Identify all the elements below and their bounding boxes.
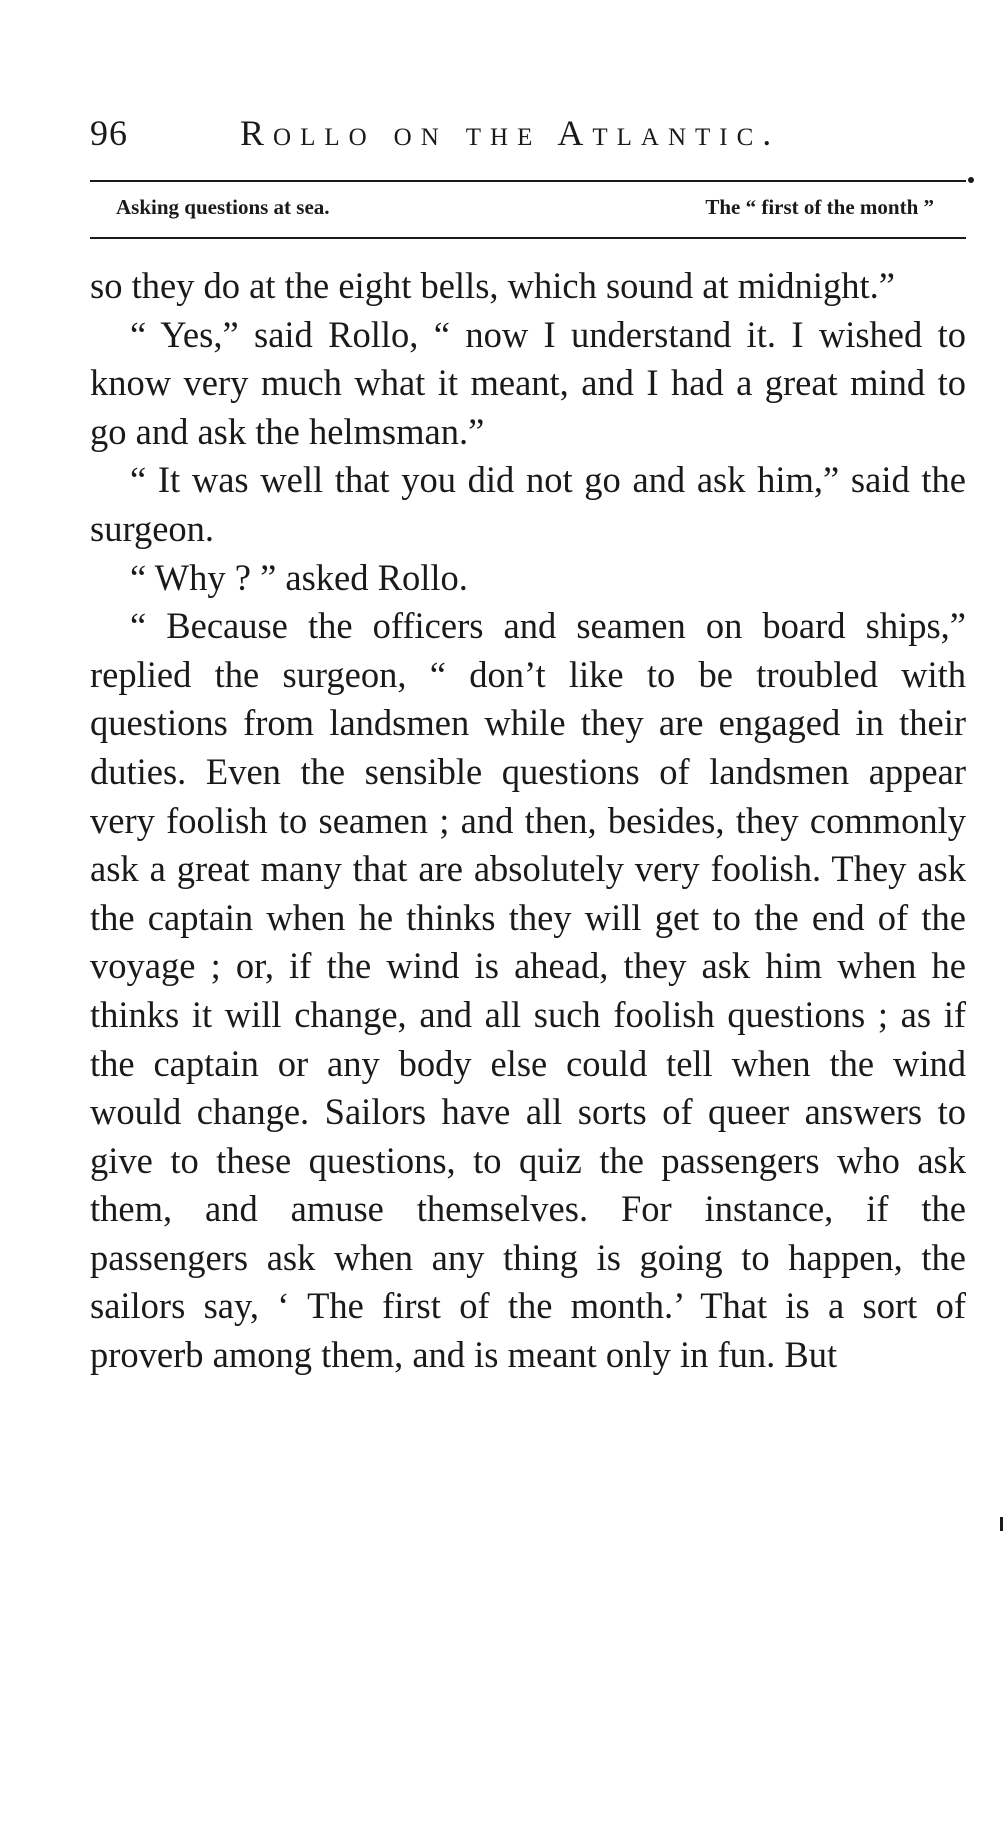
- top-rule: [90, 180, 966, 182]
- margin-mark: [1000, 1517, 1003, 1531]
- subhead-left: Asking questions at sea.: [116, 195, 330, 219]
- running-head: [90, 112, 970, 162]
- book-title: Rollo on the Atlantic.: [240, 113, 781, 153]
- paragraph: “ Why ? ” asked Rollo.: [130, 556, 468, 598]
- paragraph-continued: so they do at the eight bells, which sound at midnight.”: [90, 265, 895, 306]
- paragraph: “ Because the officers and seamen on board ships,” replied the surgeon, “ don’t like to be troubled with questions from landsmen while they are engaged in their duties. Even the sensible questions of landsmen appear very foolish to seamen ; and then, besides, they commonly ask a great many that are absolutely very foolish. They ask the captain when he thinks they will get to the end of the voyage ; or, if the wind is ahead, they ask him when he thinks it will change, and all such foolish questions ; as if the captain or any body else could tell when the wind would change. Sailors have all sorts of queer answers to give to these questions, to quiz the passengers who ask them, and amuse themselves. For instance, if the passengers ask when any thing is going to happen, the sailors say, ‘ The first of the month.’ That is a sort of proverb among them, and is meant only in fun. But: [90, 605, 966, 1376]
- body-text: [90, 262, 966, 1380]
- paragraph: “ Yes,” said Rollo, “ now I understand it. I wished to know very much what it meant, and I had a great mind to go and ask the helmsman.”: [90, 313, 966, 452]
- book-page: [90, 0, 970, 1827]
- paragraph: “ It was well that you did not go and ask him,” said the surgeon.: [90, 459, 966, 549]
- bottom-rule: [90, 237, 966, 239]
- section-subheads: [90, 195, 966, 227]
- subhead-right: The “ first of the month ”: [705, 195, 934, 219]
- page-number: 96: [90, 113, 128, 153]
